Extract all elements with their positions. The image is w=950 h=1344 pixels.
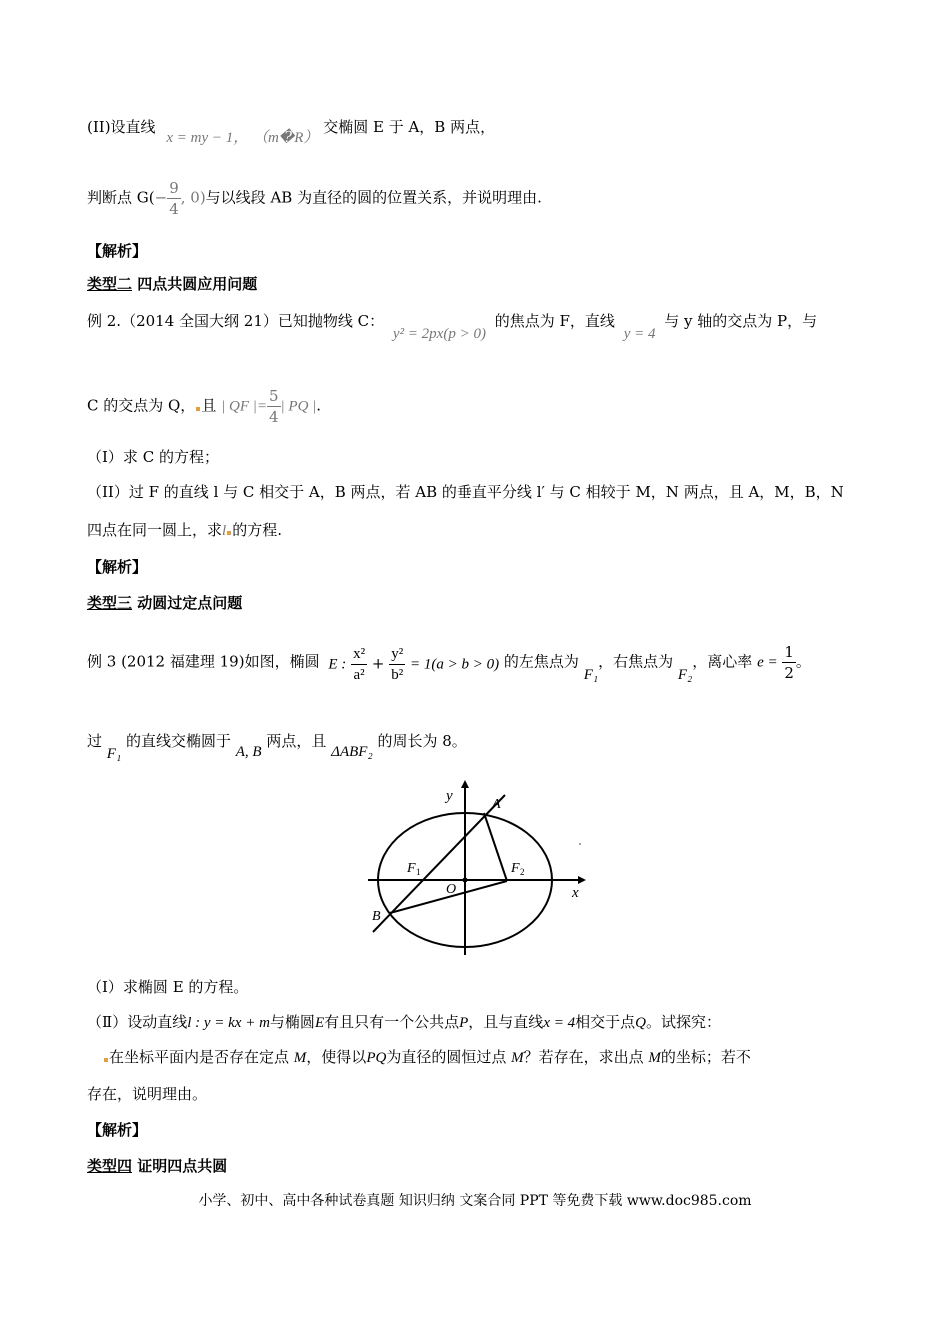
f2-label: F bbox=[511, 861, 520, 876]
point-m: M bbox=[293, 1050, 307, 1066]
plus-sign: + bbox=[371, 654, 385, 673]
text: 的左焦点为 bbox=[503, 652, 579, 671]
focus-f2: F₂ bbox=[677, 666, 693, 683]
text: 例 2.（2014 全国大纲 21）已知抛物线 C： bbox=[87, 312, 385, 330]
line-x4: x = 4 bbox=[543, 1015, 576, 1031]
f1-subscript: 1 bbox=[416, 867, 421, 877]
point-p: P bbox=[459, 1015, 469, 1031]
origin-dot bbox=[463, 878, 468, 883]
text: 相交于点 bbox=[575, 1013, 636, 1031]
type-four-heading bbox=[87, 1155, 227, 1177]
text: 交椭圆 E 于 A，B 两点， bbox=[323, 118, 496, 136]
text: 。试探究： bbox=[645, 1013, 721, 1031]
line-equation: y = 4 bbox=[623, 326, 656, 342]
ellipse-symbol: E bbox=[314, 1015, 325, 1031]
text: 与椭圆 bbox=[269, 1013, 315, 1031]
example-2-question-1: （I）求 C 的方程； bbox=[87, 448, 219, 466]
text: 在坐标平面内是否存在定点 bbox=[109, 1048, 290, 1066]
text: 的坐标；若不 bbox=[660, 1048, 751, 1066]
text: 。 bbox=[795, 652, 811, 671]
editor-mark bbox=[104, 1058, 108, 1062]
example-3-question-2 bbox=[87, 1011, 721, 1034]
denominator: 4 bbox=[169, 200, 179, 218]
text: 与以线段 AB 为直径的圆的位置关系，并说明理由. bbox=[205, 188, 542, 207]
point-a-label: A bbox=[492, 797, 501, 812]
example-2-line-2 bbox=[87, 386, 321, 427]
type-two-heading bbox=[87, 273, 257, 295]
numerator: x² bbox=[351, 644, 367, 665]
type-label: 类型三 bbox=[87, 594, 133, 612]
text: 的直线交椭圆于 bbox=[125, 732, 231, 750]
text: 的周长为 8。 bbox=[377, 732, 467, 750]
text: 为直径的圆恒过点 bbox=[386, 1048, 507, 1066]
stray-dot bbox=[579, 843, 581, 845]
focus-f1: F₁ bbox=[583, 666, 599, 683]
example-2-question-2: （II）过 F 的直线 l 与 C 相交于 A，B 两点，若 AB 的垂直平分线 l′ 与 C 相较于 M，N 两点，且 A，M，B，N bbox=[87, 483, 844, 501]
equation-part: = 1(a > b > 0) bbox=[410, 656, 500, 673]
line-symbol: l bbox=[222, 523, 227, 539]
minus-sign: − bbox=[154, 188, 168, 207]
analysis-label-2: 【解析】 bbox=[87, 558, 148, 576]
text: 有且只有一个公共点 bbox=[324, 1013, 460, 1031]
numerator: 9 bbox=[169, 179, 179, 197]
analysis-label-3: 【解析】 bbox=[87, 1121, 148, 1139]
numerator: 1 bbox=[784, 643, 794, 661]
denominator: 2 bbox=[784, 664, 794, 682]
equation-line: x = my − 1， bbox=[166, 130, 249, 146]
point-m: M bbox=[648, 1050, 661, 1066]
triangle-abf2: ΔABF₂ bbox=[331, 744, 373, 760]
points-ab: A, B bbox=[235, 744, 262, 760]
numerator: y² bbox=[389, 644, 405, 665]
text: 四点在同一圆上，求 bbox=[87, 521, 223, 539]
type-three-heading bbox=[87, 592, 242, 614]
example-2-line-1 bbox=[87, 310, 818, 342]
denominator: a² bbox=[353, 667, 365, 683]
text: ，右焦点为 bbox=[598, 652, 674, 671]
eccentricity-label: e = bbox=[757, 654, 778, 671]
f1-label: F bbox=[407, 861, 416, 876]
text: 两点，且 bbox=[266, 732, 327, 750]
text: ，使得以 bbox=[306, 1048, 367, 1066]
type-title: 动圆过定点问题 bbox=[137, 594, 243, 612]
denominator: 4 bbox=[268, 408, 279, 426]
ellipse-figure bbox=[360, 780, 590, 960]
example-3-line-1 bbox=[87, 642, 811, 683]
numerator: 5 bbox=[268, 387, 279, 405]
equation-part: | QF |= bbox=[221, 398, 267, 415]
example-3-question-3b: 存在，说明理由。 bbox=[87, 1085, 208, 1103]
segment-af2 bbox=[484, 813, 507, 881]
text: ？若存在，求出点 bbox=[523, 1048, 644, 1066]
text: 的方程. bbox=[232, 521, 282, 539]
text: (II)设直线 bbox=[87, 118, 156, 136]
x-fraction bbox=[351, 644, 367, 685]
problem-line-ii bbox=[87, 116, 496, 146]
equation-part: | PQ | bbox=[280, 398, 317, 415]
problem-line-g bbox=[87, 178, 542, 219]
text: ，且与直线 bbox=[468, 1013, 544, 1031]
text: 过 bbox=[87, 732, 103, 750]
y-fraction bbox=[389, 644, 405, 685]
text: 且 bbox=[201, 396, 217, 415]
origin-label: O bbox=[446, 882, 457, 897]
equation-part: E : bbox=[328, 656, 347, 673]
text: 例 3 (2012 福建理 19)如图，椭圆 bbox=[87, 652, 320, 671]
text: （Ⅱ）设动直线 bbox=[87, 1013, 188, 1031]
text: , 0) bbox=[180, 188, 206, 207]
point-m: M bbox=[511, 1050, 524, 1066]
point-q: Q bbox=[635, 1015, 646, 1031]
type-title: 证明四点共圆 bbox=[137, 1157, 228, 1175]
text: ，离心率 bbox=[692, 652, 753, 671]
type-label: 类型二 bbox=[87, 275, 133, 293]
fraction-nine-fourths bbox=[167, 178, 181, 219]
text: 与 y 轴的交点为 P，与 bbox=[664, 312, 818, 330]
example-2-question-2b bbox=[87, 519, 282, 542]
editor-mark bbox=[227, 531, 231, 535]
text: 的焦点为 F，直线 bbox=[494, 312, 615, 330]
half-fraction bbox=[782, 642, 796, 683]
example-3-question-1: （Ⅰ）求椭圆 E 的方程。 bbox=[87, 978, 249, 996]
page-footer: 小学、初中、高中各种试卷真题 知识归纳 文案合同 PPT 等免费下载 www.doc985.com bbox=[198, 1193, 752, 1209]
type-label: 类型四 bbox=[87, 1157, 133, 1175]
parabola-equation: y² = 2px(p > 0) bbox=[392, 326, 486, 342]
parameter-domain: （m�R） bbox=[253, 130, 319, 146]
y-axis-label: y bbox=[446, 788, 453, 804]
x-axis-label: x bbox=[572, 885, 579, 901]
line-equation: l : y = kx + m bbox=[187, 1015, 270, 1031]
type-title: 四点共圆应用问题 bbox=[137, 275, 258, 293]
example-3-line-2 bbox=[87, 730, 467, 762]
segment-pq: PQ bbox=[366, 1050, 387, 1066]
point-b-label: B bbox=[372, 909, 381, 924]
fraction-five-fourths bbox=[267, 386, 281, 427]
y-arrow-icon bbox=[461, 780, 469, 788]
analysis-label-1: 【解析】 bbox=[87, 242, 148, 260]
x-arrow-icon bbox=[578, 876, 586, 884]
text: 判断点 G( bbox=[87, 188, 155, 207]
f2-subscript: 2 bbox=[520, 867, 525, 877]
denominator: b² bbox=[391, 667, 404, 683]
ellipse-equation bbox=[328, 644, 499, 685]
text: C 的交点为 Q， bbox=[87, 396, 196, 415]
focus-f1: F₁ bbox=[106, 746, 122, 762]
example-3-question-3 bbox=[103, 1046, 751, 1069]
text: . bbox=[316, 396, 322, 415]
editor-mark bbox=[196, 407, 200, 411]
